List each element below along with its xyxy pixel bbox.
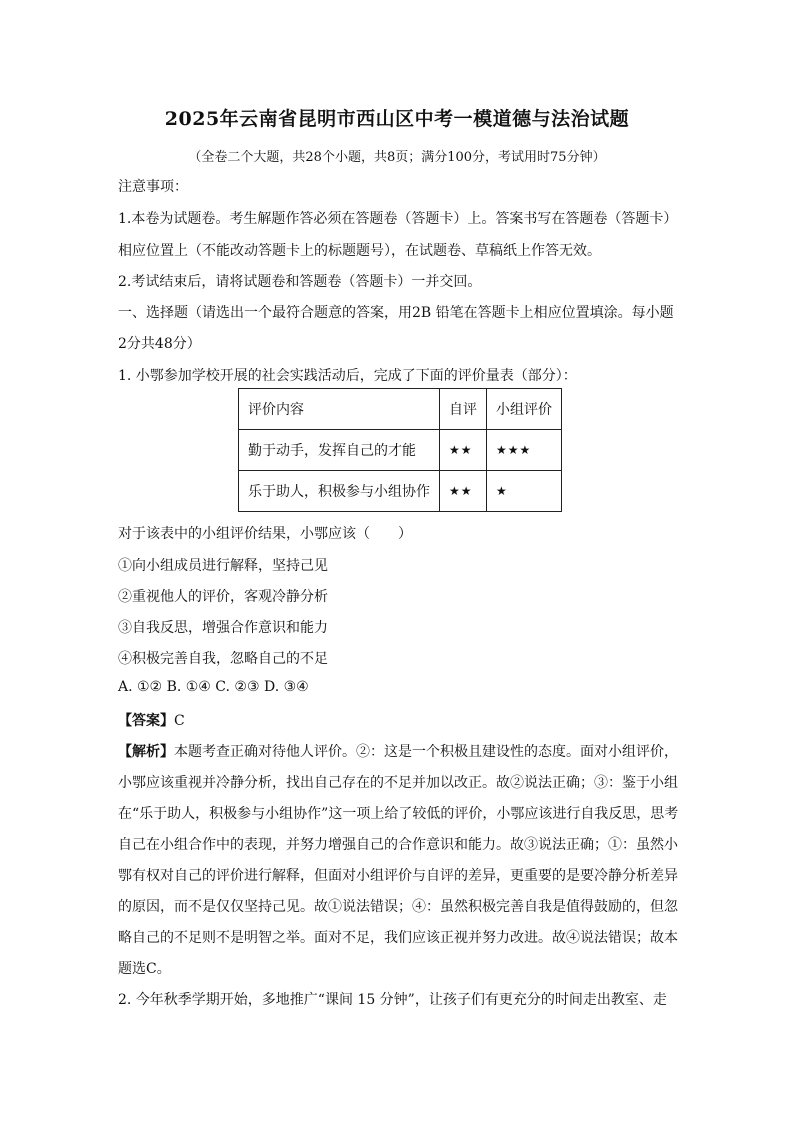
notice-item-1-line-2: 相应位置上（不能改动答题卡上的标题题号），在试题卷、草稿纸上作答无效。 — [118, 243, 601, 259]
question-1-stem: 1. 小鄂参加学校开展的社会实践活动后，完成了下面的评价量表（部分）： — [118, 368, 577, 384]
evaluation-table — [238, 388, 562, 512]
answer-value: C — [174, 713, 185, 729]
analysis-line-6: 的原因，而不是仅仅坚持己见。故①说法错误；④：虽然积极完善自我是值得鼓励的，但忽 — [118, 899, 678, 915]
option-3: ③自我反思，增强合作意识和能力 — [118, 620, 328, 636]
analysis-line-4: 自己在小组合作中的表现，并努力增强自己的合作意识和能力。故③说法正确；①：虽然小 — [118, 837, 678, 853]
table-row — [239, 471, 562, 512]
question-1-prompt: 对于该表中的小组评价结果，小鄂应该（ ） — [118, 526, 412, 542]
notice-item-1-line-1: 1.本卷为试题卷。考生解题作答必须在答题卷（答题卡）上。答案书写在答题卷（答题卡） — [118, 211, 678, 227]
self-rating-stars: ★★ — [440, 471, 487, 512]
section-heading-line-1: 一、选择题（请选出一个最符合题意的答案，用2B 铅笔在答题卡上相应位置填涂。每小题 — [118, 305, 674, 321]
table-header-cell: 评价内容 — [239, 389, 440, 430]
analysis-label: 【解析】 — [118, 744, 174, 760]
table-cell: 勤于动手，发挥自己的才能 — [239, 430, 440, 471]
analysis-line-1 — [118, 741, 678, 761]
self-rating-stars: ★★ — [440, 430, 487, 471]
analysis-line-8: 题选C。 — [118, 961, 171, 977]
option-4: ④积极完善自我，忽略自己的不足 — [118, 651, 328, 667]
table-header-cell: 自评 — [440, 389, 487, 430]
answer-line — [118, 710, 185, 730]
table-row — [239, 430, 562, 471]
option-2: ②重视他人的评价，客观冷静分析 — [118, 589, 328, 605]
answer-label: 【答案】 — [118, 713, 174, 729]
notice-item-2: 2.考试结束后，请将试题卷和答题卷（答题卡）一并交回。 — [118, 274, 482, 290]
table-cell: 乐于助人，积极参与小组协作 — [239, 471, 440, 512]
section-heading-line-2: 2分共48分） — [118, 336, 201, 352]
exam-info: （全卷二个大题，共28个小题，共8页；满分100分，考试用时75分钟） — [188, 150, 606, 165]
answer-choices: A. ①② B. ①④ C. ②③ D. ③④ — [118, 679, 309, 695]
analysis-line-3: 在“乐于助人，积极参与小组协作”这一项上给了较低的评价，小鄂应该进行自我反思，思考 — [118, 806, 679, 822]
notice-heading: 注意事项： — [118, 179, 188, 195]
group-rating-stars: ★ — [487, 471, 562, 512]
table-header-cell: 小组评价 — [487, 389, 562, 430]
question-2-stem: 2. 今年秋季学期开始，多地推广“课间 15 分钟”，让孩子们有更充分的时间走出教室、走 — [118, 992, 667, 1008]
analysis-line-2: 小鄂应该重视并冷静分析，找出自己存在的不足并加以改正。故②说法正确；③：鉴于小组 — [118, 775, 678, 791]
page-title: 2025年云南省昆明市西山区中考一模道德与法治试题 — [164, 108, 630, 130]
option-1: ①向小组成员进行解释，坚持己见 — [118, 558, 328, 574]
analysis-line-5: 鄂有权对自己的评价进行解释，但面对小组评价与自评的差异，更重要的是要冷静分析差异 — [118, 868, 678, 884]
group-rating-stars: ★★★ — [487, 430, 562, 471]
table-header-row — [239, 389, 562, 430]
analysis-line-7: 略自己的不足则不是明智之举。面对不足，我们应该正视并努力改进。故④说法错误；故本 — [118, 930, 678, 946]
analysis-text: 本题考查正确对待他人评价。②：这是一个积极且建设性的态度。面对小组评价， — [174, 744, 678, 760]
